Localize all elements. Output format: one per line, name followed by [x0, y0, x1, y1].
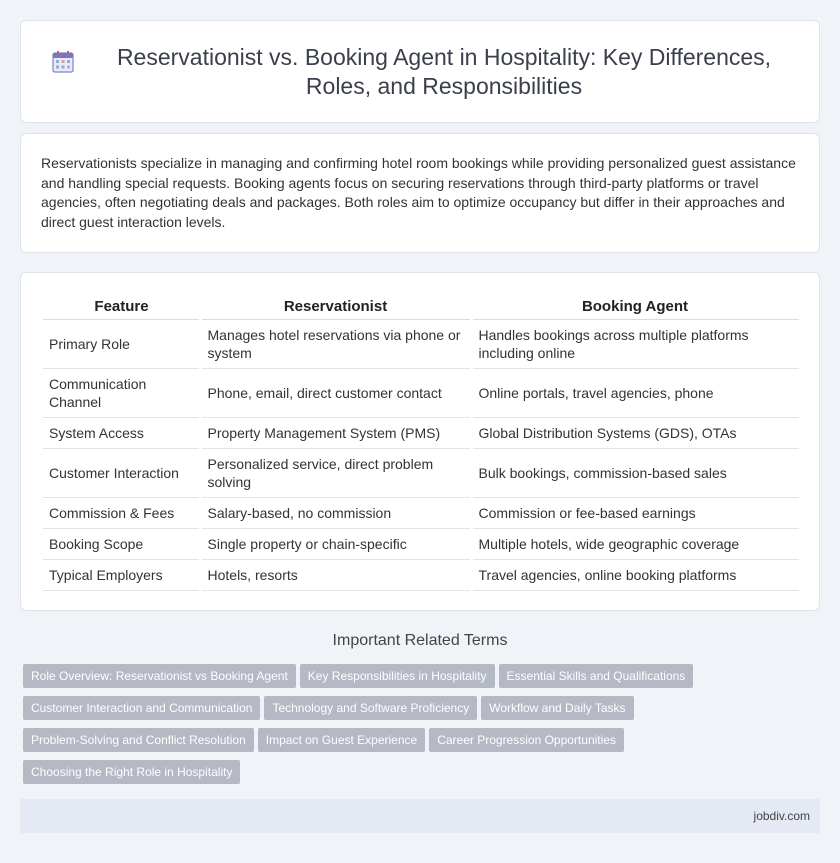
- cell-feature: System Access: [43, 417, 200, 448]
- header-card: [20, 20, 820, 123]
- table-row: [43, 319, 799, 368]
- title-wrap: [50, 43, 790, 101]
- cell-booking-agent: Global Distribution Systems (GDS), OTAs: [471, 417, 799, 448]
- table-row: [43, 417, 799, 448]
- cell-reservationist: Salary-based, no commission: [200, 497, 471, 528]
- related-terms-tags: [23, 664, 803, 792]
- cell-reservationist: Personalized service, direct problem solving: [200, 448, 471, 497]
- cell-reservationist: Phone, email, direct customer contact: [200, 368, 471, 417]
- table-row: [43, 497, 799, 528]
- cell-feature: Booking Scope: [43, 528, 200, 559]
- related-term-tag[interactable]: Technology and Software Proficiency: [264, 696, 477, 720]
- cell-reservationist: Single property or chain-specific: [200, 528, 471, 559]
- cell-booking-agent: Multiple hotels, wide geographic coverage: [471, 528, 799, 559]
- table-row: [43, 559, 799, 590]
- intro-text: Reservationists specialize in managing and confirming hotel room bookings while providing personalized guest assistance and handling special requests. Booking agents focus on securing reservations through third-party platforms or travel agencies, often negotiating deals and packages. Both roles aim to optimize occupancy but differ in their approaches and direct guest interaction levels.: [41, 155, 796, 230]
- calendar-icon: [50, 49, 76, 75]
- cell-reservationist: Hotels, resorts: [200, 559, 471, 590]
- cell-feature: Typical Employers: [43, 559, 200, 590]
- cell-reservationist: Manages hotel reservations via phone or system: [200, 319, 471, 368]
- related-term-tag[interactable]: Problem-Solving and Conflict Resolution: [23, 728, 254, 752]
- related-term-tag[interactable]: Impact on Guest Experience: [258, 728, 425, 752]
- cell-booking-agent: Commission or fee-based earnings: [471, 497, 799, 528]
- cell-booking-agent: Bulk bookings, commission-based sales: [471, 448, 799, 497]
- page-title: Reservationist vs. Booking Agent in Hospitality: Key Differences, Roles, and Responsibilities: [116, 43, 772, 99]
- cell-feature: Commission & Fees: [43, 497, 200, 528]
- related-term-tag[interactable]: Choosing the Right Role in Hospitality: [23, 760, 240, 784]
- comparison-table: [43, 295, 799, 591]
- related-term-tag[interactable]: Essential Skills and Qualifications: [499, 664, 694, 688]
- table-header-row: [43, 295, 799, 319]
- table-row: [43, 448, 799, 497]
- related-term-tag[interactable]: Customer Interaction and Communication: [23, 696, 260, 720]
- cell-reservationist: Property Management System (PMS): [200, 417, 471, 448]
- intro-card: [20, 133, 820, 253]
- related-term-tag[interactable]: Career Progression Opportunities: [429, 728, 624, 752]
- header-feature: Feature: [43, 295, 200, 319]
- footer: [20, 799, 820, 833]
- related-term-tag[interactable]: Role Overview: Reservationist vs Booking Agent: [23, 664, 296, 688]
- header-reservationist: Reservationist: [200, 295, 471, 319]
- cell-booking-agent: Online portals, travel agencies, phone: [471, 368, 799, 417]
- related-terms-title: Important Related Terms: [332, 632, 508, 649]
- cell-booking-agent: Handles bookings across multiple platforms including online: [471, 319, 799, 368]
- table-row: [43, 368, 799, 417]
- table-row: [43, 528, 799, 559]
- footer-site-link[interactable]: jobdiv.com: [753, 809, 810, 823]
- cell-feature: Customer Interaction: [43, 448, 200, 497]
- cell-booking-agent: Travel agencies, online booking platforms: [471, 559, 799, 590]
- cell-feature: Communication Channel: [43, 368, 200, 417]
- cell-feature: Primary Role: [43, 319, 200, 368]
- related-term-tag[interactable]: Key Responsibilities in Hospitality: [300, 664, 495, 688]
- header-booking-agent: Booking Agent: [471, 295, 799, 319]
- related-term-tag[interactable]: Workflow and Daily Tasks: [481, 696, 633, 720]
- comparison-card: [20, 272, 820, 611]
